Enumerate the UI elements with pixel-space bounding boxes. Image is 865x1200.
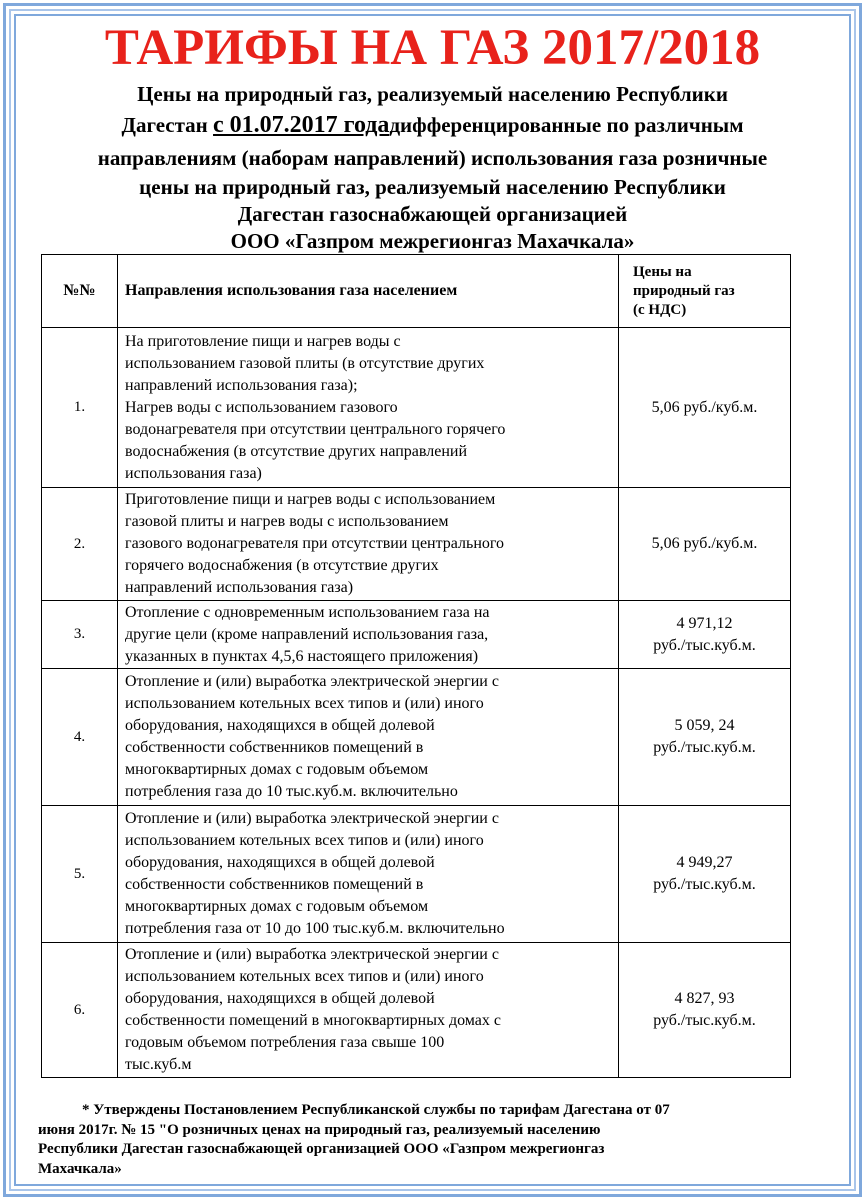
row-direction <box>118 601 619 669</box>
footnote-line: Махачкала» <box>38 1160 122 1177</box>
footnote-line: июня 2017г. № 15 "О розничных ценах на природный газ, реализуемый населению <box>38 1121 601 1138</box>
row-number: 1. <box>42 328 118 488</box>
table-row <box>42 328 791 488</box>
effective-date: с 01.07.2017 года <box>213 112 390 138</box>
direction-line: использованием котельных всех типов и (или) иного <box>125 832 484 849</box>
row-price <box>619 601 791 669</box>
price-value: 5 059, 24 <box>674 717 735 734</box>
footnote <box>38 1101 828 1179</box>
header-number: №№ <box>42 255 118 328</box>
subtitle-line-5: Дагестан газоснабжающей организацией <box>237 202 628 226</box>
price-value: 5,06 руб./куб.м. <box>651 398 758 416</box>
price-unit: руб./тыс.куб.м. <box>653 1012 756 1029</box>
direction-line: газовой плиты и нагрев воды с использованием <box>125 513 449 530</box>
direction-line: направлений использования газа); <box>125 376 358 394</box>
row-number: 3. <box>42 601 118 669</box>
subtitle-line-1: Цены на природный газ, реализуемый населению Республики <box>137 82 728 106</box>
row-direction <box>118 806 619 943</box>
header-price <box>619 255 791 328</box>
direction-line: годовым объемом потребления газа свыше 100 <box>125 1034 445 1051</box>
row-direction <box>118 943 619 1078</box>
direction-line: многоквартирных домах с годовым объемом <box>125 898 429 915</box>
row-price <box>619 943 791 1078</box>
row-price <box>619 488 791 601</box>
row-number: 4. <box>42 669 118 806</box>
subtitle-line-2-prefix: Дагестан <box>121 113 214 137</box>
direction-line: направлений использования газа) <box>125 579 354 596</box>
direction-line: На приготовление пищи и нагрев воды с <box>125 332 401 350</box>
direction-line: Отопление с одновременным использованием газа на <box>125 603 490 621</box>
row-number: 5. <box>42 806 118 943</box>
direction-line: другие цели (кроме направлений использования газа, <box>125 625 489 643</box>
header-price-line-3: (с НДС) <box>633 301 687 318</box>
table-row <box>42 601 791 669</box>
header-direction: Направления использования газа населением <box>118 255 619 328</box>
direction-line: Отопление и (или) выработка электрической энергии с <box>125 946 499 963</box>
direction-line: Отопление и (или) выработка электрической энергии с <box>125 673 499 690</box>
subtitle-line-3: направлениям (наборам направлений) использования газа розничные <box>97 146 768 170</box>
direction-line: многоквартирных домах с годовым объемом <box>125 761 429 778</box>
row-number: 6. <box>42 943 118 1078</box>
table-row <box>42 806 791 943</box>
row-price <box>619 669 791 806</box>
direction-line: тыс.куб.м <box>125 1056 192 1073</box>
tariffs-table <box>41 254 791 1078</box>
direction-line: использованием газовой плиты (в отсутствие других <box>125 354 485 372</box>
subtitle-line-6: ООО «Газпром межрегионгаз Махачкала» <box>230 229 635 253</box>
price-value: 4 971,12 <box>676 614 733 632</box>
table-header-row <box>42 255 791 328</box>
document-title: ТАРИФЫ НА ГАЗ 2017/2018 <box>104 20 761 76</box>
row-price <box>619 328 791 488</box>
direction-line: Нагрев воды с использованием газового <box>125 398 398 416</box>
direction-line: собственности собственников помещений в <box>125 739 424 756</box>
direction-line: использованием котельных всех типов и (или) иного <box>125 695 484 712</box>
row-direction <box>118 669 619 806</box>
direction-line: оборудования, находящихся в общей долевой <box>125 717 435 734</box>
direction-line: собственности собственников помещений в <box>125 876 424 893</box>
direction-line: водонагревателя при отсутствии центрального горячего <box>125 420 506 438</box>
row-price <box>619 806 791 943</box>
direction-line: использования газа) <box>125 464 262 482</box>
subtitle-line-2 <box>40 111 825 140</box>
price-unit: руб./тыс.куб.м. <box>653 636 756 654</box>
row-direction <box>118 488 619 601</box>
direction-line: использованием котельных всех типов и (или) иного <box>125 968 484 985</box>
table-row <box>42 943 791 1078</box>
row-direction <box>118 328 619 488</box>
direction-line: горячего водоснабжения (в отсутствие других <box>125 557 439 574</box>
direction-line: Приготовление пищи и нагрев воды с использованием <box>125 491 496 508</box>
subtitle-line-4: цены на природный газ, реализуемый населению Республики <box>139 175 726 199</box>
footnote-line: * Утверждены Постановлением Республиканской службы по тарифам Дагестана от 07 <box>82 1102 670 1118</box>
header-price-line-2: природный газ <box>633 282 735 299</box>
row-number: 2. <box>42 488 118 601</box>
direction-line: водоснабжения (в отсутствие других направлений <box>125 442 467 460</box>
direction-line: газового водонагревателя при отсутствии центрального <box>125 535 505 552</box>
header-price-line-1: Цены на <box>633 263 692 280</box>
table-row <box>42 669 791 806</box>
price-value: 4 949,27 <box>676 854 733 871</box>
direction-line: собственности помещений в многоквартирных домах с <box>125 1012 502 1029</box>
price-value: 4 827, 93 <box>674 990 735 1007</box>
footnote-line: Республики Дагестан газоснабжающей организацией ООО «Газпром межрегионгаз <box>38 1141 605 1157</box>
table-row <box>42 488 791 601</box>
direction-line: оборудования, находящихся в общей долевой <box>125 990 435 1007</box>
price-value: 5,06 руб./куб.м. <box>651 535 758 552</box>
price-unit: руб./тыс.куб.м. <box>653 739 756 756</box>
direction-line: оборудования, находящихся в общей долевой <box>125 854 435 871</box>
direction-line: Отопление и (или) выработка электрической энергии с <box>125 810 499 827</box>
price-unit: руб./тыс.куб.м. <box>653 876 756 893</box>
direction-line: потребления газа от 10 до 100 тыс.куб.м. включительно <box>125 920 505 937</box>
direction-line: указанных в пунктах 4,5,6 настоящего приложения) <box>125 647 479 665</box>
direction-line: потребления газа до 10 тыс.куб.м. включительно <box>125 783 458 800</box>
subtitle-line-2-suffix: дифференцированные по различным <box>389 113 744 137</box>
